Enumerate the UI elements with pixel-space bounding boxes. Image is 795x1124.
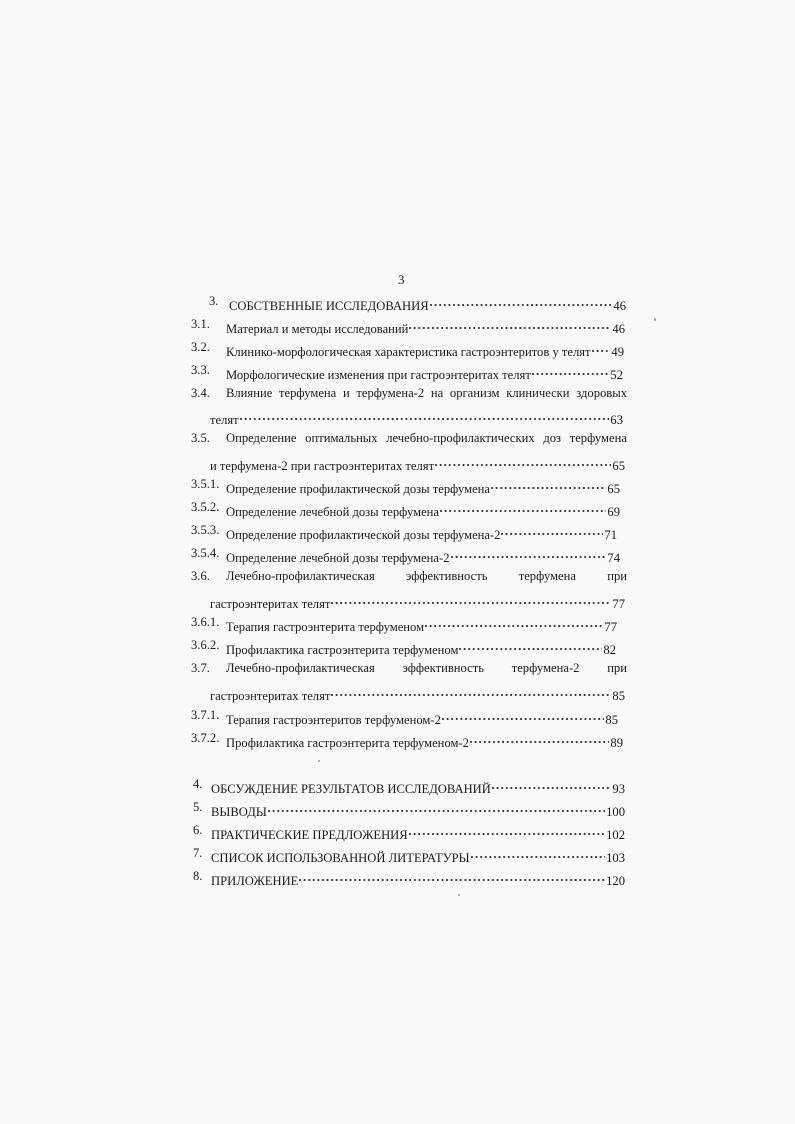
title-word: Влияние: [226, 386, 273, 400]
page-number: 3: [398, 272, 405, 287]
toc-entry-title-continuation: и терфумена-2 при гастроэнтеритах телят: [210, 459, 435, 473]
title-word: и: [342, 386, 350, 400]
toc-entry-title: Определение лечебной дозы терфумена-2: [226, 551, 450, 565]
scan-speck: [318, 760, 320, 762]
toc-entry-number: 3.6.2.: [191, 638, 220, 652]
title-word: здоровых: [576, 386, 627, 400]
title-word: при: [607, 661, 627, 675]
toc-entry-number: 3.7.: [191, 661, 210, 675]
toc-entry-number: 4.: [193, 777, 203, 791]
toc-entry-page: 69: [607, 505, 620, 519]
dot-leader: [592, 338, 611, 356]
toc-entry-number: 3.7.2.: [191, 731, 220, 745]
toc-entry-number: 3.3.: [191, 363, 210, 377]
toc-entry-page: 102: [606, 828, 625, 842]
toc-entry-title: Терапия гастроэнтеритов терфуменом-2: [226, 713, 441, 727]
dot-leader: [459, 636, 602, 654]
title-word: терфумена: [279, 386, 337, 400]
toc-entry-title: СПИСОК ИСПОЛЬЗОВАННОЙ ЛИТЕРАТУРЫ: [211, 851, 470, 865]
title-word: организм: [449, 386, 500, 400]
toc-entry-number: 3.7.1.: [191, 708, 220, 722]
toc-entry-page: 100: [606, 805, 625, 819]
toc-entry-page: 65: [607, 482, 620, 496]
toc-entry-number: 3.5.2.: [191, 500, 220, 514]
toc-entry-title: Профилактика гастроэнтерита терфуменом: [226, 643, 459, 657]
dot-leader: [492, 775, 612, 793]
toc-entry-number: 3.5.3.: [191, 523, 220, 537]
toc-entry-page: 77: [604, 620, 617, 634]
toc-entry-title: СОБСТВЕННЫЕ ИССЛЕДОВАНИЯ: [229, 299, 429, 313]
toc-entry-title: ВЫВОДЫ: [211, 805, 267, 819]
toc-entry-page: 71: [604, 528, 617, 542]
toc-entry-number: 3.5.: [191, 431, 210, 445]
toc-entry-page: 103: [606, 851, 625, 865]
title-word: при: [607, 569, 627, 583]
toc-entry-number: 8.: [193, 869, 203, 883]
dot-leader: [430, 292, 613, 310]
title-word: терфумена: [518, 569, 576, 583]
title-word: терфумена-2: [356, 386, 425, 400]
toc-entry-page: 46: [612, 322, 625, 336]
toc-entry-title: ПРИЛОЖЕНИЕ: [211, 874, 299, 888]
scan-speck: [654, 318, 656, 321]
dot-leader: [471, 844, 605, 862]
dot-leader: [440, 498, 606, 516]
toc-entry-page: 65: [612, 459, 625, 473]
dot-leader: [299, 867, 605, 885]
toc-entry-page: 49: [611, 345, 624, 359]
toc-entry-number: 3.6.: [191, 569, 210, 583]
dot-leader: [425, 613, 603, 631]
toc-entry-title-continuation: гастроэнтеритах телят: [210, 689, 331, 703]
toc-entry-title: [226, 429, 627, 447]
dot-leader: [240, 406, 610, 424]
toc-entry-page: 46: [613, 299, 626, 313]
toc-entry-title: Материал и методы исследований: [226, 322, 409, 336]
title-word: Лечебно-профилактическая: [226, 569, 375, 583]
dot-leader: [451, 544, 607, 562]
toc-entry-number: 3.2.: [191, 340, 210, 354]
toc-entry-title: Определение лечебной дозы терфумена: [226, 505, 440, 519]
dot-leader: [532, 361, 610, 379]
dot-leader: [435, 452, 611, 470]
toc-entry-number: 5.: [193, 800, 203, 814]
dot-leader: [470, 729, 609, 747]
toc-entry-number: 3.1.: [191, 317, 210, 331]
toc-entry-page: 52: [610, 368, 623, 382]
toc-entry-title: Клинико-морфологическая характеристика гастроэнтеритов у телят: [226, 345, 591, 359]
toc-entry-page: 85: [605, 713, 618, 727]
toc-entry-page: 82: [603, 643, 616, 657]
toc-entry-title: [226, 659, 627, 677]
toc-entry-title: [226, 384, 627, 402]
title-word: терфумена: [569, 431, 627, 445]
toc-entry-title: ОБСУЖДЕНИЕ РЕЗУЛЬТАТОВ ИССЛЕДОВАНИЙ: [211, 782, 491, 796]
toc-entry-title: Морфологические изменения при гастроэнтеритах телят: [226, 368, 531, 382]
dot-leader: [491, 475, 606, 493]
dot-leader: [331, 682, 611, 700]
dot-leader: [409, 315, 611, 333]
dot-leader: [409, 821, 605, 839]
toc-entry-page: 93: [612, 782, 625, 796]
toc-entry-title: Определение профилактической дозы терфумена-2: [226, 528, 501, 542]
toc-entry-title: ПРАКТИЧЕСКИЕ ПРЕДЛОЖЕНИЯ: [211, 828, 408, 842]
title-word: Лечебно-профилактическая: [226, 661, 375, 675]
toc-entry-number: 3.5.1.: [191, 477, 220, 491]
toc-entry-number: 6.: [193, 823, 203, 837]
dot-leader: [268, 798, 605, 816]
title-word: клинически: [506, 386, 570, 400]
toc-entry-number: 3.6.1.: [191, 615, 220, 629]
toc-entry-page: 77: [612, 597, 625, 611]
toc-entry-page: 63: [610, 413, 623, 427]
title-word: доз: [543, 431, 562, 445]
toc-entry-number: 3.5.4.: [191, 546, 220, 560]
dot-leader: [331, 590, 611, 608]
toc-entry-title: Профилактика гастроэнтерита терфуменом-2: [226, 736, 469, 750]
toc-entry-title: Определение профилактической дозы терфумена: [226, 482, 490, 496]
title-word: терфумена-2: [511, 661, 580, 675]
title-word: на: [430, 386, 444, 400]
toc-entry-number: 7.: [193, 846, 203, 860]
toc-entry-number: 3.: [209, 294, 219, 308]
toc-entry-number: 3.4.: [191, 386, 210, 400]
title-word: эффективность: [405, 569, 488, 583]
title-word: Определение: [226, 431, 297, 445]
title-word: эффективность: [402, 661, 484, 675]
dot-leader: [501, 521, 603, 539]
toc-entry-page: 120: [606, 874, 625, 888]
toc-entry-title-continuation: гастроэнтеритах телят: [210, 597, 331, 611]
dot-leader: [442, 706, 605, 724]
toc-entry-title: [226, 567, 627, 585]
toc-entry-title: Терапия гастроэнтерита терфуменом: [226, 620, 425, 634]
toc-entry-page: 85: [612, 689, 625, 703]
toc-entry-page: 74: [607, 551, 620, 565]
toc-entry-title-continuation: телят: [210, 413, 239, 427]
toc-entry-page: 89: [610, 736, 623, 750]
title-word: оптимальных: [305, 431, 378, 445]
title-word: лечебно-профилактических: [386, 431, 535, 445]
scan-speck: [458, 894, 460, 896]
